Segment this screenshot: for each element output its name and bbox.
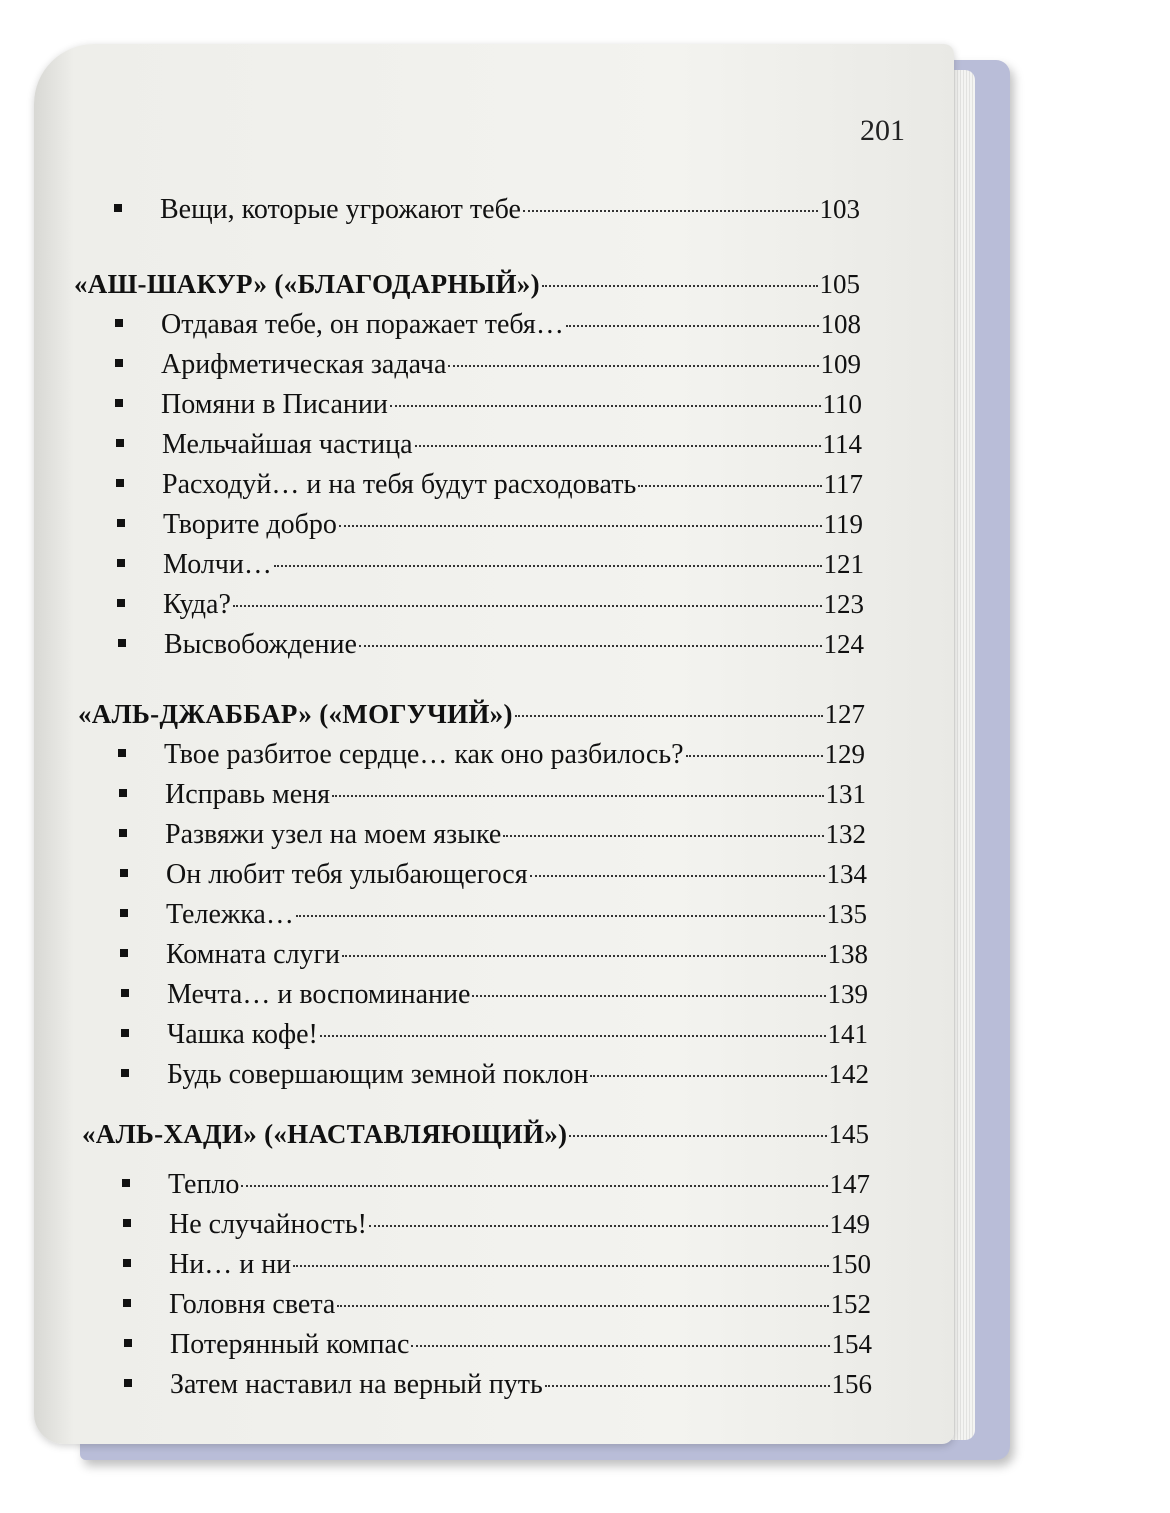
toc-entry-page: 123: [823, 589, 864, 619]
toc-section-heading: [78, 699, 865, 730]
toc-entry: [115, 389, 862, 421]
toc-entry-page: 127: [824, 699, 865, 729]
toc-entry: [119, 819, 866, 851]
toc-entry-title: Головня света: [169, 1289, 336, 1320]
bullet-icon: [123, 1299, 131, 1307]
toc-section-heading: [74, 269, 860, 300]
toc-entry: [114, 194, 860, 226]
toc-entry-page: 105: [819, 269, 860, 299]
toc-entry: [122, 1169, 870, 1201]
toc-entry-title: Исправь меня: [165, 779, 331, 810]
dot-leader: [296, 915, 825, 917]
toc-entry-page: 142: [828, 1059, 869, 1089]
toc-section-heading: [82, 1119, 869, 1150]
bullet-icon: [122, 1179, 130, 1187]
toc-entry-title: Потерянный компас: [170, 1329, 410, 1360]
dot-leader: [686, 755, 823, 757]
toc-entry-title: Творите добро: [163, 509, 337, 540]
bullet-icon: [117, 599, 125, 607]
toc-entry-page: 134: [826, 859, 867, 889]
toc-entry-page: 138: [827, 939, 868, 969]
toc-entry-title: Не случайность!: [169, 1209, 367, 1240]
toc-entry-title: «АШ-ШАКУР» («БЛАГОДАРНЫЙ»): [74, 269, 540, 299]
toc-entry-title: Комната слуги: [166, 939, 341, 970]
toc-entry-page: 117: [823, 469, 863, 499]
toc-entry: [121, 1059, 869, 1091]
bullet-icon: [115, 319, 123, 327]
toc-entry-title: Чашка кофе!: [167, 1019, 318, 1050]
dot-leader: [515, 715, 823, 717]
dot-leader: [233, 605, 822, 607]
dot-leader: [359, 645, 822, 647]
toc-entry-page: 152: [830, 1289, 871, 1319]
toc-entry-page: 121: [823, 549, 864, 579]
toc-entry-page: 124: [823, 629, 864, 659]
toc-entry-page: 110: [822, 389, 862, 419]
bullet-icon: [115, 359, 123, 367]
toc-entry: [123, 1249, 871, 1281]
toc-entry: [118, 629, 864, 661]
toc-entry: [117, 509, 863, 541]
toc-entry-title: Помяни в Писании: [161, 389, 388, 420]
toc-entry-page: 139: [827, 979, 868, 1009]
toc-entry-title: Мечта… и воспоминание: [167, 979, 471, 1010]
toc-entry-page: 119: [823, 509, 863, 539]
toc-entry-title: Мельчайшая частица: [162, 429, 413, 460]
dot-leader: [472, 995, 825, 997]
toc-entry-title: «АЛЬ-ХАДИ» («НАСТАВЛЯЮЩИЙ»): [82, 1119, 568, 1149]
toc-entry: [121, 1019, 868, 1051]
bullet-icon: [116, 479, 124, 487]
toc-entry-page: 156: [831, 1369, 872, 1399]
toc-entry-page: 129: [824, 739, 865, 769]
bullet-icon: [120, 869, 128, 877]
toc-entry-title: Развяжи узел на моем языке: [165, 819, 502, 850]
toc-entry-page: 154: [831, 1329, 872, 1359]
bullet-icon: [123, 1259, 131, 1267]
dot-leader: [590, 1075, 826, 1077]
toc-entry-page: 114: [822, 429, 862, 459]
toc-entry: [115, 349, 861, 381]
bullet-icon: [119, 829, 127, 837]
dot-leader: [332, 795, 823, 797]
toc-entry-title: Твое разбитое сердце… как оно разбилось?: [164, 739, 684, 770]
toc-entry-title: «АЛЬ-ДЖАББАР» («МОГУЧИЙ»): [78, 699, 513, 729]
toc-entry-title: Молчи…: [163, 549, 272, 580]
toc-entry-page: 108: [820, 309, 861, 339]
bullet-icon: [120, 909, 128, 917]
toc-entry-page: 103: [819, 194, 860, 224]
dot-leader: [503, 835, 823, 837]
bullet-icon: [121, 989, 129, 997]
bullet-icon: [115, 399, 123, 407]
dot-leader: [320, 1035, 826, 1037]
bullet-icon: [117, 519, 125, 527]
toc-entry-title: Арифметическая задача: [161, 349, 447, 380]
book-page: [34, 44, 954, 1444]
dot-leader: [274, 565, 822, 567]
dot-leader: [569, 1135, 826, 1137]
bullet-icon: [118, 749, 126, 757]
bullet-icon: [116, 439, 124, 447]
toc-entry: [120, 859, 867, 891]
toc-entry: [117, 549, 864, 581]
dot-leader: [390, 405, 821, 407]
bullet-icon: [118, 639, 126, 647]
dot-leader: [566, 325, 819, 327]
toc-entry-title: Он любит тебя улыбающегося: [166, 859, 528, 890]
toc-entry-title: Затем наставил на верный путь: [170, 1369, 543, 1400]
toc-entry: [121, 979, 868, 1011]
bullet-icon: [124, 1339, 132, 1347]
dot-leader: [369, 1225, 828, 1227]
dot-leader: [448, 365, 818, 367]
toc-entry-title: Куда?: [163, 589, 231, 620]
toc-entry-title: Вещи, которые угрожают тебе: [160, 194, 521, 225]
dot-leader: [339, 525, 822, 527]
dot-leader: [241, 1185, 827, 1187]
dot-leader: [411, 1345, 829, 1347]
toc-entry-page: 147: [829, 1169, 870, 1199]
bullet-icon: [123, 1219, 131, 1227]
toc-entry: [116, 429, 862, 461]
toc-entry: [123, 1289, 871, 1321]
toc-entry-title: Отдавая тебе, он поражает тебя…: [161, 309, 564, 340]
toc-entry: [123, 1209, 870, 1241]
toc-entry-page: 132: [825, 819, 866, 849]
toc-entry: [120, 939, 868, 971]
toc-entry-page: 109: [820, 349, 861, 379]
toc-entry-title: Расходуй… и на тебя будут расходовать: [162, 469, 637, 500]
dot-leader: [342, 955, 825, 957]
dot-leader: [638, 485, 821, 487]
dot-leader: [523, 210, 818, 212]
dot-leader: [415, 445, 821, 447]
toc-entry: [117, 589, 864, 621]
toc-entry: [118, 739, 865, 771]
dot-leader: [530, 875, 825, 877]
toc-entry-title: Будь совершающим земной поклон: [167, 1059, 589, 1090]
toc-entry-title: Высвобождение: [164, 629, 357, 660]
bullet-icon: [120, 949, 128, 957]
bullet-icon: [121, 1029, 129, 1037]
toc-entry: [124, 1329, 872, 1361]
toc-entry-title: Ни… и ни: [169, 1249, 292, 1280]
bullet-icon: [117, 559, 125, 567]
toc-entry: [124, 1369, 872, 1401]
toc-entry-page: 131: [825, 779, 866, 809]
page-number: 201: [860, 114, 905, 147]
bullet-icon: [119, 789, 127, 797]
bullet-icon: [121, 1069, 129, 1077]
toc-entry-page: 135: [826, 899, 867, 929]
toc-entry-page: 149: [829, 1209, 870, 1239]
toc-entry-page: 145: [828, 1119, 869, 1149]
dot-leader: [545, 1385, 830, 1387]
dot-leader: [293, 1265, 828, 1267]
table-of-contents: [34, 44, 954, 1444]
bullet-icon: [124, 1379, 132, 1387]
toc-entry: [116, 469, 863, 501]
toc-entry-page: 141: [827, 1019, 868, 1049]
toc-entry: [120, 899, 867, 931]
dot-leader: [542, 285, 818, 287]
bullet-icon: [114, 204, 122, 212]
dot-leader: [337, 1305, 828, 1307]
toc-entry-page: 150: [830, 1249, 871, 1279]
toc-entry: [115, 309, 861, 341]
toc-entry-title: Тепло: [168, 1169, 240, 1200]
toc-entry: [119, 779, 866, 811]
toc-entry-title: Тележка…: [166, 899, 294, 930]
